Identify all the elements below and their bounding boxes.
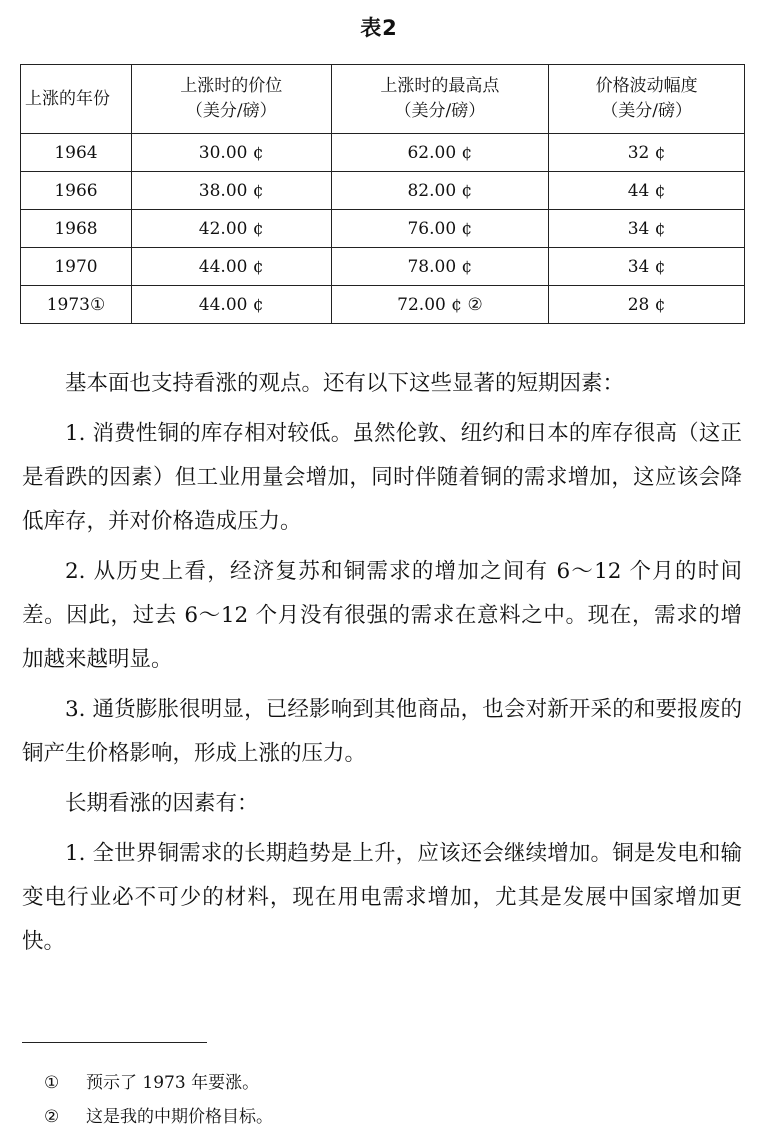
cell-range: 34 ¢ xyxy=(549,248,745,286)
header-high-unit: （美分/磅） xyxy=(394,101,486,121)
header-year xyxy=(21,65,132,134)
cell-range: 34 ¢ xyxy=(549,210,745,248)
header-range xyxy=(549,65,745,134)
price-table xyxy=(20,64,745,324)
cell-year: 1966 xyxy=(21,172,132,210)
cell-price: 44.00 ¢ xyxy=(131,248,331,286)
table-row xyxy=(21,134,745,172)
footnote-text: 这是我的中期价格目标。 xyxy=(86,1107,273,1127)
paragraph: 长期看涨的因素有： xyxy=(65,791,259,816)
cell-range: 44 ¢ xyxy=(549,172,745,210)
footnote-item xyxy=(44,1100,273,1134)
table-row xyxy=(21,210,745,248)
header-high-label: 上涨时的最高点 xyxy=(380,76,500,96)
header-range-label: 价格波动幅度 xyxy=(595,76,698,96)
footnote-divider xyxy=(22,1042,207,1043)
cell-high: 72.00 ¢ ② xyxy=(331,286,549,324)
footnote-marker: ② xyxy=(44,1107,60,1127)
header-price-label: 上涨时的价位 xyxy=(180,76,283,96)
cell-price: 44.00 ¢ xyxy=(131,286,331,324)
cell-price: 42.00 ¢ xyxy=(131,210,331,248)
cell-range: 28 ¢ xyxy=(549,286,745,324)
header-year-label: 上涨的年份 xyxy=(25,88,110,109)
cell-year: 1964 xyxy=(21,134,132,172)
table-row xyxy=(21,172,745,210)
footnote-marker: ① xyxy=(44,1073,60,1093)
header-price-unit: （美分/磅） xyxy=(185,101,277,121)
table-row xyxy=(21,286,745,324)
footnote-text: 预示了 1973 年要涨。 xyxy=(86,1073,260,1093)
table-row xyxy=(21,248,745,286)
paragraph: 3. 通货膨胀很明显，已经影响到其他商品，也会对新开采的和要报废的铜产生价格影响，形成上涨的压力。 xyxy=(22,697,742,766)
table-header-row xyxy=(21,65,745,134)
header-high xyxy=(331,65,549,134)
body-text xyxy=(22,362,742,970)
header-range-unit: （美分/磅） xyxy=(601,101,692,121)
paragraph: 1. 消费性铜的库存相对较低。虽然伦敦、纽约和日本的库存很高（这正是看跌的因素）但工业用量会增加，同时伴随着铜的需求增加，这应该会降低库存，并对价格造成压力。 xyxy=(22,421,742,534)
cell-year: 1968 xyxy=(21,210,132,248)
footnotes xyxy=(44,1066,273,1134)
cell-high: 82.00 ¢ xyxy=(331,172,549,210)
cell-high: 62.00 ¢ xyxy=(331,134,549,172)
cell-price: 30.00 ¢ xyxy=(131,134,331,172)
cell-high: 78.00 ¢ xyxy=(331,248,549,286)
cell-year: 1973① xyxy=(21,286,132,324)
table-caption: 表2 xyxy=(360,16,398,40)
cell-price: 38.00 ¢ xyxy=(131,172,331,210)
paragraph: 基本面也支持看涨的观点。还有以下这些显著的短期因素： xyxy=(65,371,625,396)
paragraph: 1. 全世界铜需求的长期趋势是上升，应该还会继续增加。铜是发电和输变电行业必不可少的材料，现在用电需求增加，尤其是发展中国家增加更快。 xyxy=(22,841,742,954)
cell-range: 32 ¢ xyxy=(549,134,745,172)
footnote-item xyxy=(44,1066,273,1100)
cell-high: 76.00 ¢ xyxy=(331,210,549,248)
header-price xyxy=(131,65,331,134)
cell-year: 1970 xyxy=(21,248,132,286)
paragraph: 2. 从历史上看，经济复苏和铜需求的增加之间有 6～12 个月的时间差。因此，过去 6～12 个月没有很强的需求在意料之中。现在，需求的增加越来越明显。 xyxy=(22,559,742,672)
